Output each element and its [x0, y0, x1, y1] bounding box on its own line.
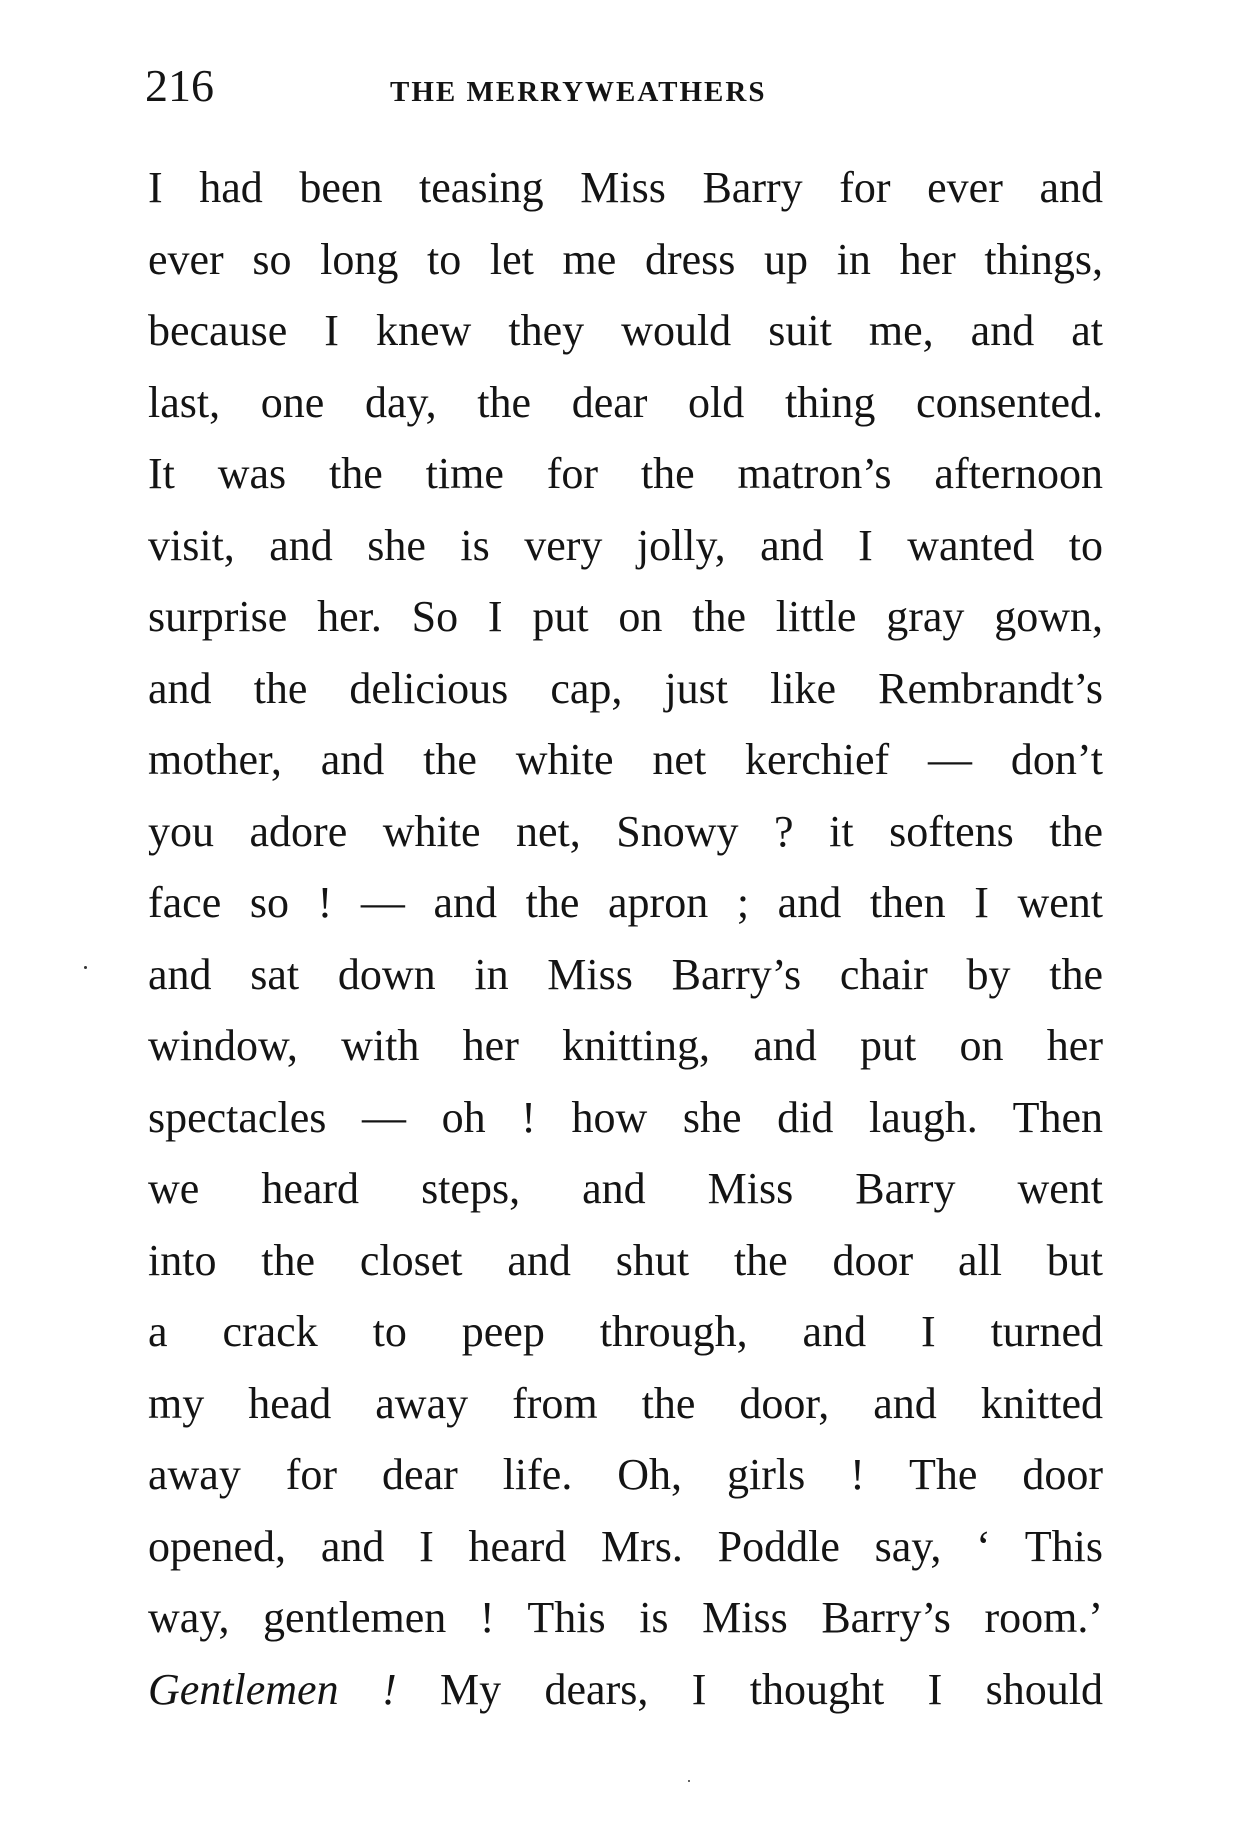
text-line: way, gentlemen ! This is Miss Barry’s room.’ — [148, 1593, 1103, 1642]
text-line: It was the time for the matron’s afternoon — [148, 449, 1103, 498]
text-line: face so ! — and the apron ; and then I went — [148, 878, 1103, 927]
italic-word: Gentlemen ! — [148, 1664, 397, 1714]
text-line: away for dear life. Oh, girls ! The door — [148, 1450, 1103, 1499]
text-line: visit, and she is very jolly, and I wanted to — [148, 520, 1103, 570]
text-line: and the delicious cap, just like Rembrandt’s — [148, 663, 1103, 713]
page-header — [145, 56, 1105, 116]
last-line-rest: My dears, I thought I should — [440, 1664, 1103, 1714]
text-line: surprise her. So I put on the little gray gown, — [148, 592, 1103, 641]
running-head: THE MERRYWEATHERS — [390, 76, 767, 108]
text-line: my head away from the door, and knitted — [148, 1378, 1103, 1428]
text-line: I had been teasing Miss Barry for ever and — [148, 163, 1103, 212]
body-text — [148, 152, 1103, 1725]
text-line: mother, and the white net kerchief — don’t — [148, 735, 1103, 784]
text-line: we heard steps, and Miss Barry went — [148, 1164, 1103, 1213]
text-line: ever so long to let me dress up in her things, — [148, 234, 1103, 284]
page-number: 216 — [145, 60, 214, 111]
bottom-speck — [688, 1780, 690, 1782]
text-line: opened, and I heard Mrs. Poddle say, ‘ This — [148, 1521, 1103, 1571]
text-line: because I knew they would suit me, and at — [148, 306, 1103, 355]
text-line: spectacles — oh ! how she did laugh. Then — [148, 1092, 1103, 1142]
text-line: last, one day, the dear old thing consented. — [148, 377, 1103, 427]
text-line: and sat down in Miss Barry’s chair by the — [148, 949, 1103, 999]
text-line: into the closet and shut the door all but — [148, 1235, 1103, 1285]
last-text-line — [148, 1654, 1103, 1726]
text-line: window, with her knitting, and put on her — [148, 1021, 1103, 1070]
text-line: you adore white net, Snowy ? it softens the — [148, 806, 1103, 856]
text-line: a crack to peep through, and I turned — [148, 1307, 1103, 1356]
margin-speck — [84, 966, 87, 969]
